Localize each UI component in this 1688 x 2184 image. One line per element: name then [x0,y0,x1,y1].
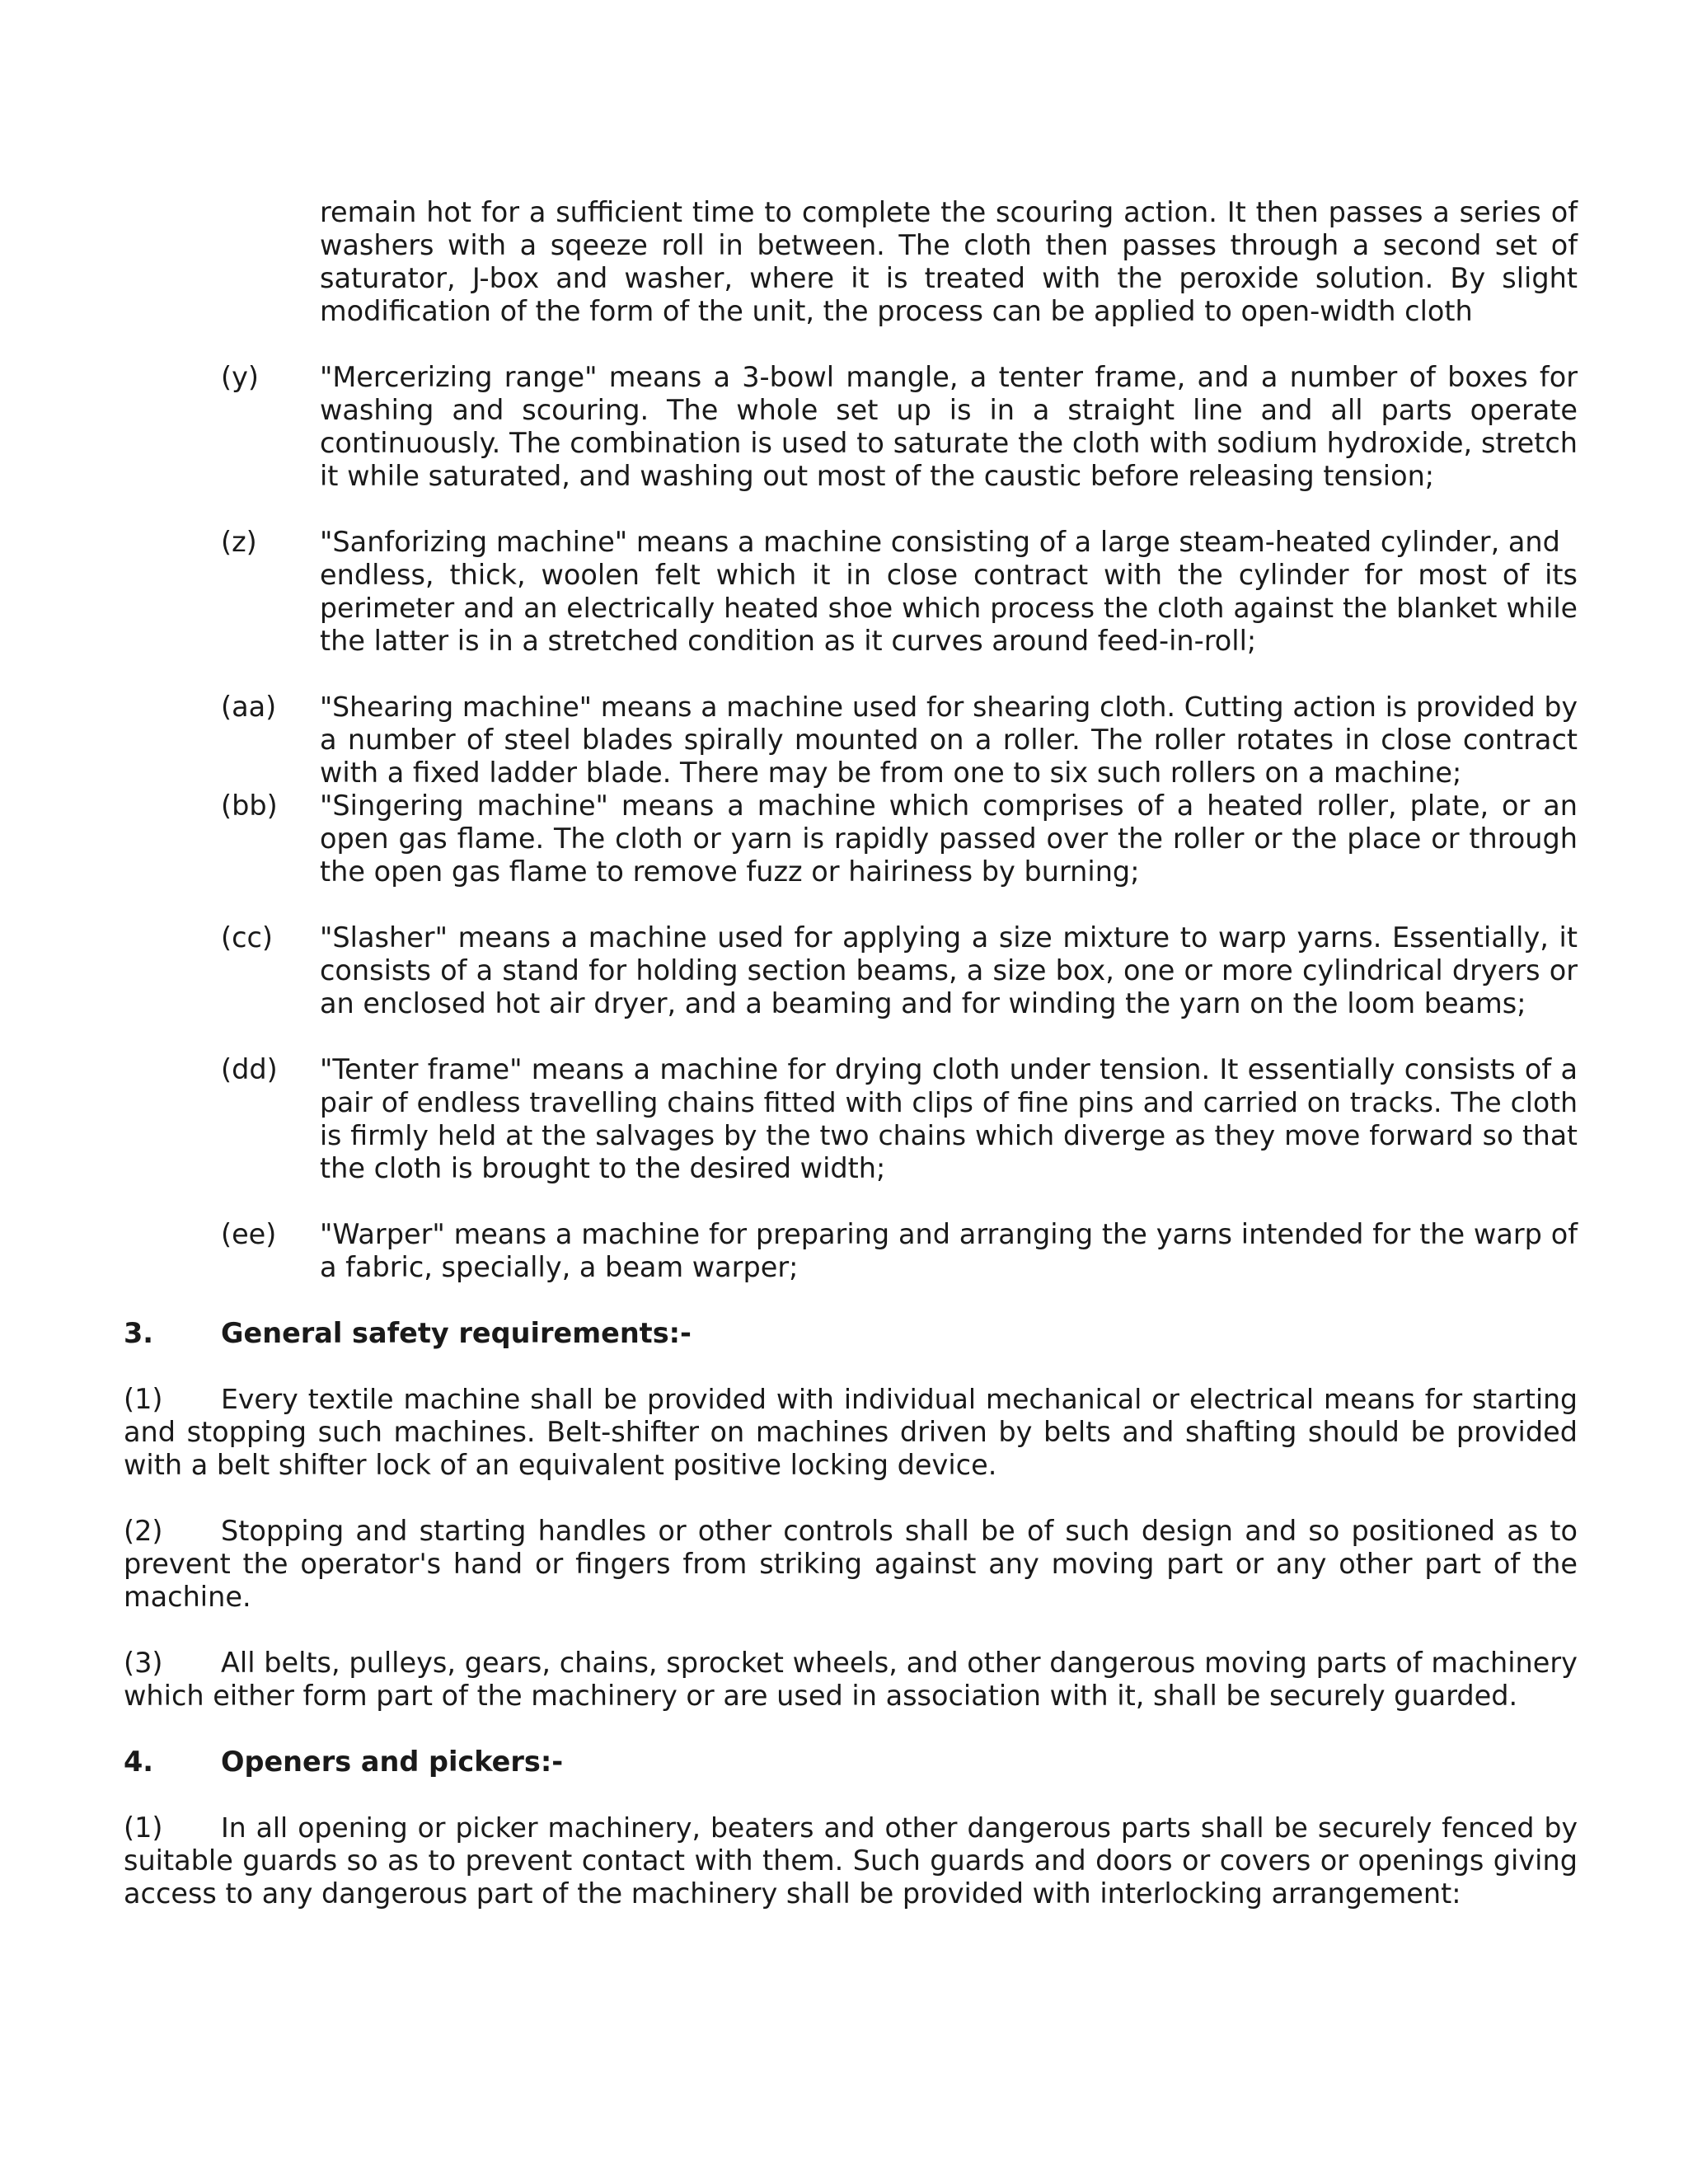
text-line: which either form part of the machinery or are used in association with it, shall be securely guarded. [124,1680,1518,1712]
text-line: "Tenter frame" means a machine for drying cloth under tension. It essentially consists of a [320,1053,1578,1085]
text-line: "Mercerizing range" means a 3-bowl mangle, a tenter frame, and a number of boxes for [320,361,1578,393]
text-line: the latter is in a stretched condition as it curves around feed-in-roll; [320,625,1257,657]
definition-marker: (bb) [221,790,278,822]
text-line: is firmly held at the salvages by the two chains which diverge as they move forward so that [320,1119,1578,1151]
text-line: with a fixed ladder blade. There may be from one to six such rollers on a machine; [320,757,1462,789]
text-line: it while saturated, and washing out most of the caustic before releasing tension; [320,460,1435,492]
text-line: the open gas flame to remove fuzz or hairiness by burning; [320,855,1140,888]
text-line: In all opening or picker machinery, beaters and other dangerous parts shall be securely fenced by [221,1811,1578,1844]
text-line: and stopping such machines. Belt-shifter on machines driven by belts and shafting should be provided [124,1416,1578,1448]
text-line: an enclosed hot air dryer, and a beaming and for winding the yarn on the loom beams; [320,987,1526,1019]
section-number: 3. [124,1317,154,1349]
text-line: "Slasher" means a machine used for applying a size mixture to warp yarns. Essentially, it [320,921,1578,954]
text-line: All belts, pulleys, gears, chains, sprocket wheels, and other dangerous moving parts of machinery [221,1647,1578,1679]
section-title: General safety requirements:- [221,1317,692,1349]
text-line: suitable guards so as to prevent contact with them. Such guards and doors or covers or openings giving [124,1844,1578,1877]
text-line: Every textile machine shall be provided with individual mechanical or electrical means for starting [221,1383,1578,1415]
paragraph-marker: (1) [124,1811,163,1844]
text-line: machine. [124,1581,251,1613]
paragraph-marker: (3) [124,1647,163,1679]
text-line: perimeter and an electrically heated shoe which process the cloth against the blanket while [320,592,1578,624]
text-line: the cloth is brought to the desired width; [320,1152,886,1184]
text-line: consists of a stand for holding section beams, a size box, one or more cylindrical dryers or [320,954,1578,987]
text-line: with a belt shifter lock of an equivalent positive locking device. [124,1449,997,1481]
section-title: Openers and pickers:- [221,1746,564,1778]
text-line: remain hot for a sufficient time to complete the scouring action. It then passes a series of [320,196,1578,228]
text-line: prevent the operator's hand or fingers from striking against any moving part or any other part of the [124,1548,1578,1580]
text-line: washers with a sqeeze roll in between. The cloth then passes through a second set of [320,229,1578,261]
text-line: a number of steel blades spirally mounted on a roller. The roller rotates in close contract [320,724,1578,756]
definition-marker: (aa) [221,691,277,723]
section-number: 4. [124,1746,154,1778]
text-line: washing and scouring. The whole set up is in a straight line and all parts operate [320,394,1578,426]
text-line: "Singering machine" means a machine which comprises of a heated roller, plate, or an [320,790,1578,822]
text-line: Stopping and starting handles or other controls shall be of such design and so positioned as to [221,1515,1578,1547]
text-line: a fabric, specially, a beam warper; [320,1251,799,1283]
definition-marker: (y) [221,361,259,393]
text-line: modification of the form of the unit, the process can be applied to open-width cloth [320,295,1473,327]
text-line: endless, thick, woolen felt which it in close contract with the cylinder for most of its [320,559,1578,591]
text-line: "Shearing machine" means a machine used for shearing cloth. Cutting action is provided by [320,691,1578,723]
definition-marker: (ee) [221,1218,277,1250]
text-line: "Sanforizing machine" means a machine consisting of a large steam-heated cylinder, and [320,526,1560,558]
definition-marker: (z) [221,526,257,558]
text-line: open gas flame. The cloth or yarn is rapidly passed over the roller or the place or through [320,823,1578,855]
definition-marker: (cc) [221,921,273,954]
text-line: access to any dangerous part of the machinery shall be provided with interlocking arrangement: [124,1877,1461,1910]
text-line: pair of endless travelling chains fitted with clips of fine pins and carried on tracks. The cloth [320,1086,1578,1118]
definition-marker: (dd) [221,1053,278,1085]
paragraph-marker: (1) [124,1383,163,1415]
text-line: saturator, J-box and washer, where it is treated with the peroxide solution. By slight [320,262,1578,294]
text-line: "Warper" means a machine for preparing and arranging the yarns intended for the warp of [320,1218,1578,1250]
paragraph-marker: (2) [124,1515,163,1547]
text-line: continuously. The combination is used to saturate the cloth with sodium hydroxide, stretch [320,427,1578,459]
